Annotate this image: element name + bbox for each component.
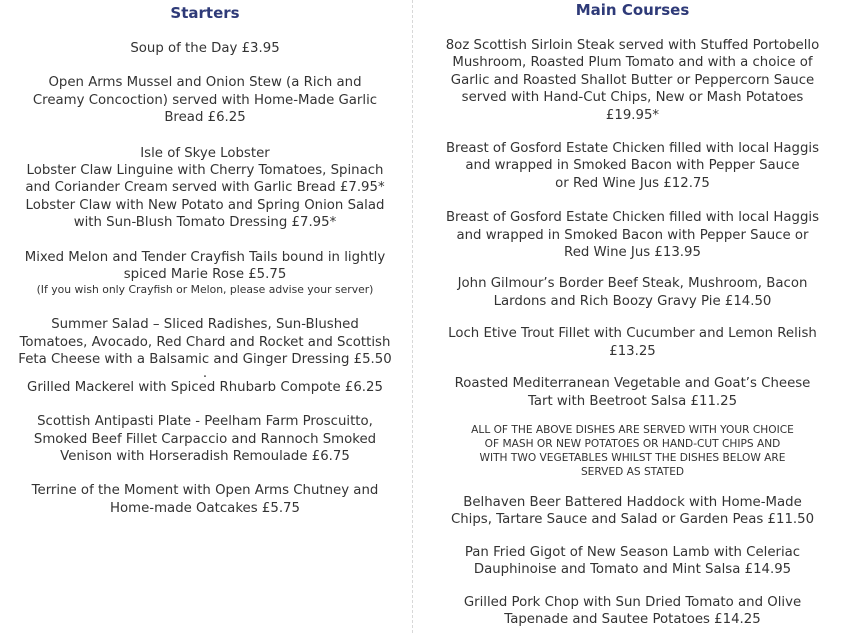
menu-item-beef-pie: John Gilmour’s Border Beef Steak, Mushroom, Bacon Lardons and Rich Boozy Gravy Pie £14.50 (457, 276, 808, 309)
menu-item-chicken-pepper-sauce: Breast of Gosford Estate Chicken filled with local Haggis and wrapped in Smoked Bacon with Pepper Sauce or Red Wine Jus £12.75 (445, 141, 820, 191)
menu-item-melon-crayfish: Mixed Melon and Tender Crayfish Tails bound in lightly spiced Marie Rose £5.75 (If you wish only Crayfish or Melon, please advise your server) (0, 249, 410, 298)
menu-item-trout: Loch Etive Trout Fillet with Cucumber and Lemon Relish £13.25 (448, 326, 817, 359)
main-courses-heading: Main Courses (575, 1, 690, 19)
menu-item-antipasti: Scottish Antipasti Plate - Peelham Farm Proscuitto, Smoked Beef Fillet Carpaccio and Rannoch Smoked Venison with Horseradish Remoulade £6.75 (33, 414, 377, 464)
menu-item-mackerel: Grilled Mackerel with Spiced Rhubarb Compote £6.25 (27, 379, 383, 395)
menu-item-lamb: Pan Fried Gigot of New Season Lamb with Celeriac Dauphinoise and Tomato and Mint Salsa £14.95 (464, 544, 801, 578)
menu-item-vegetable-tart: Roasted Mediterranean Vegetable and Goat’s Cheese Tart with Beetroot Salsa £11.25 (454, 376, 811, 409)
menu-item-haddock: Belhaven Beer Battered Haddock with Home-Made Chips, Tartare Sauce and Salad or Garden Peas £11.50 (450, 494, 815, 528)
menu-item-mussel-stew: Open Arms Mussel and Onion Stew (a Rich and Creamy Concoction) served with Home-Made Garlic Bread £6.25 (32, 75, 378, 126)
menu-item-terrine: Terrine of the Moment with Open Arms Chutney and Home-made Oatcakes £5.75 (31, 483, 379, 516)
menu-item-sirloin-steak: 8oz Scottish Sirloin Steak served with Stuffed Portobello Mushroom, Roasted Plum Tomato and with a choice of Garlic and Roasted Shallot Butter or Peppercorn Sauce served with Hand-Cut Chips, New or Mash Potatoes £19.95* (445, 38, 820, 123)
sides-notice: ALL OF THE ABOVE DISHES ARE SERVED WITH YOUR CHOICE OF MASH OR NEW POTATOES OR HAND-CUT CHIPS AND WITH TWO VEGETABLES WHILST THE DISHES BELOW ARE SERVED AS STATED (471, 423, 794, 478)
starters-column (0, 0, 410, 633)
menu-item-pork-chop: Grilled Pork Chop with Sun Dried Tomato and Olive Tapenade and Sautee Potatoes £14.25 (463, 594, 802, 627)
menu-item-summer-salad: Summer Salad – Sliced Radishes, Sun-Blushed Tomatoes, Avocado, Red Chard and Rocket and Scottish Feta Cheese with a Balsamic and Ginger Dressing £5.50 . (18, 317, 392, 381)
menu-item-lobster: Isle of Skye Lobster Lobster Claw Linguine with Cherry Tomatoes, Spinach and Coriander Cream served with Garlic Bread £7.95* Lobster Claw with New Potato and Spring Onion Salad with Sun-Blush Tomato Dressing £7.95* (25, 145, 385, 231)
main-courses-column (418, 0, 847, 633)
starters-heading: Starters (170, 4, 240, 22)
column-divider (412, 0, 413, 633)
melon-note: (If you wish only Crayfish or Melon, please advise your server) (36, 283, 374, 297)
menu-item-chicken-red-wine: Breast of Gosford Estate Chicken filled with local Haggis and wrapped in Smoked Bacon with Pepper Sauce or Red Wine Jus £13.95 (445, 210, 820, 261)
menu-item-soup: Soup of the Day £3.95 (130, 41, 280, 56)
